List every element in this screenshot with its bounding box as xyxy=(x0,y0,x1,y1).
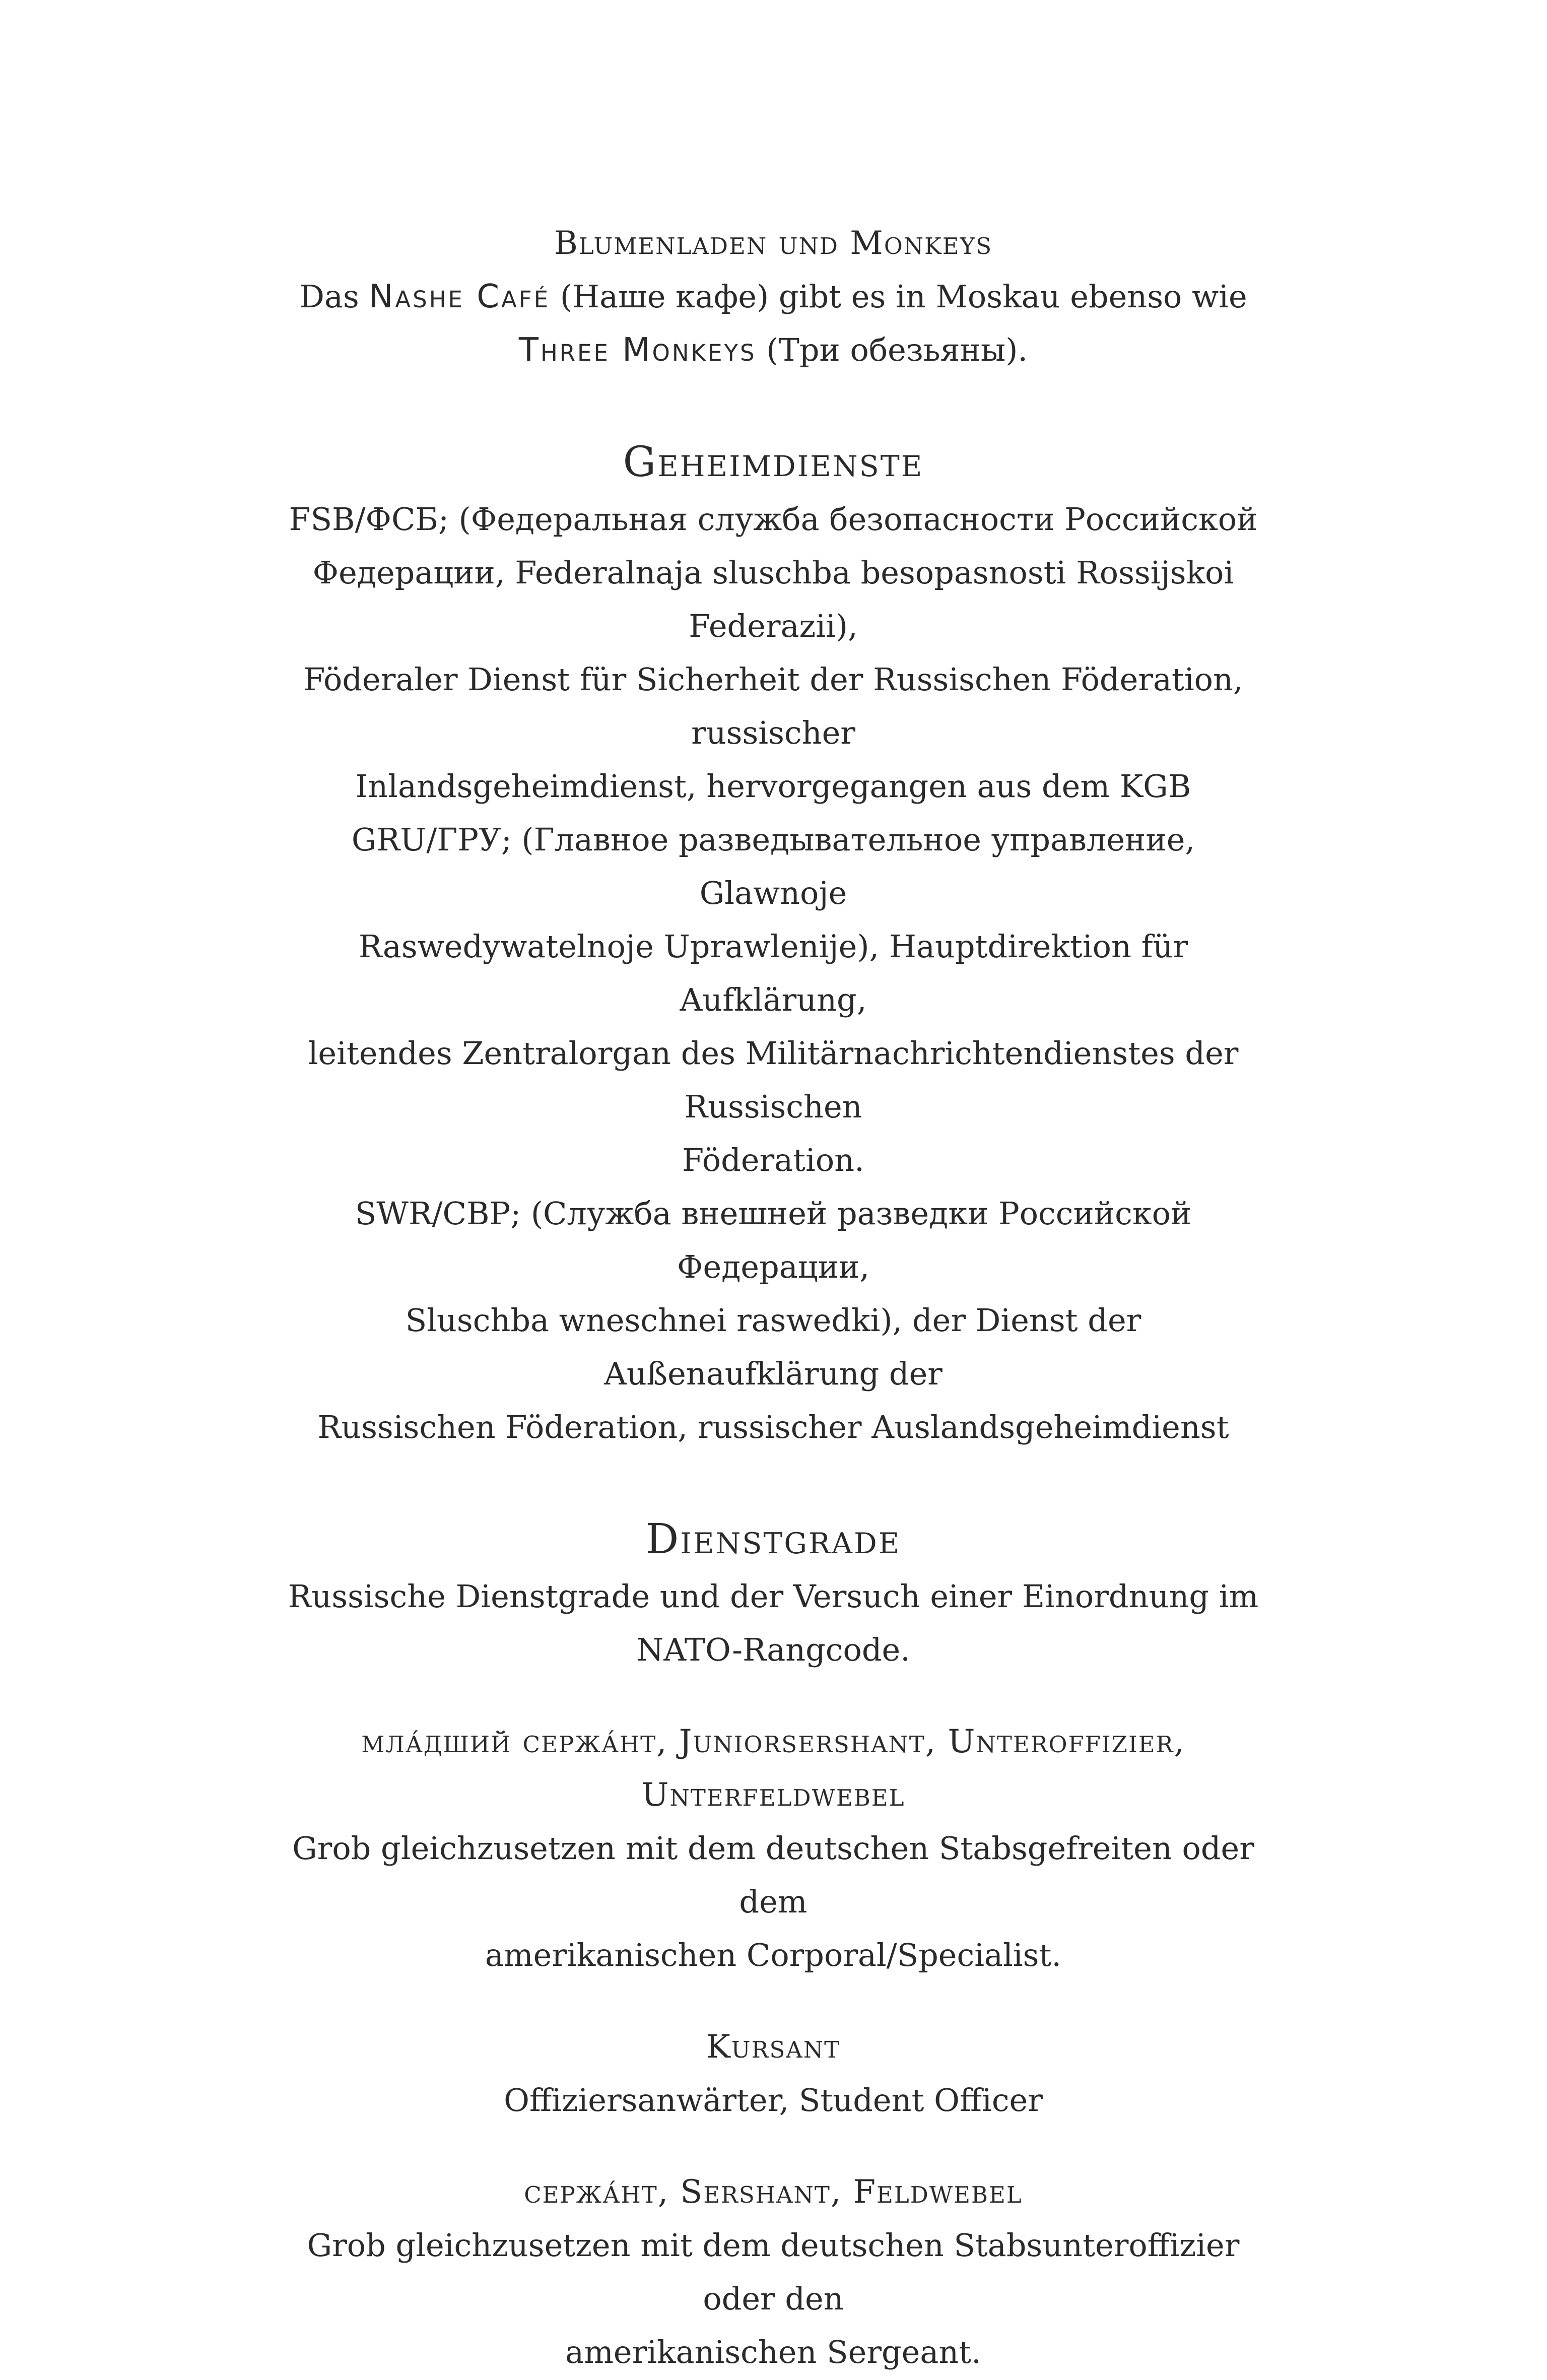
dienstgrade-intro-line: NATO-Rangcode. xyxy=(636,1631,910,1668)
geheimdienste-line: Föderaler Dienst für Sicherheit der Russischen Föderation, russischer xyxy=(303,661,1243,751)
geheimdienste-line: GRU/ГРУ; (Главное разведывательное управление, Glawnoje xyxy=(351,821,1195,911)
rank-description: Grob gleichzusetzen mit dem deutschen Stabsunteroffizier oder den xyxy=(307,2227,1240,2317)
document-page xyxy=(282,217,1264,2379)
nashe-cafe-pre: Das xyxy=(299,278,369,315)
geheimdienste-line: Inlandsgeheimdienst, hervorgegangen aus dem KGB xyxy=(355,768,1191,805)
rank-title: Kursant xyxy=(706,2028,841,2066)
rank-description: amerikanischen Corporal/Specialist. xyxy=(485,1937,1062,1973)
geheimdienste-line: Sluschba wneschnei raswedki), der Dienst der Außenaufklärung der xyxy=(405,1302,1141,1392)
nashe-cafe-post: (Наше кафе) gibt es in Moskau ebenso wie xyxy=(550,278,1247,315)
dienstgrade-intro-line: Russische Dienstgrade und der Versuch einer Einordnung im xyxy=(288,1578,1259,1615)
three-monkeys-line xyxy=(282,323,1264,377)
rank-description: Grob gleichzusetzen mit dem deutschen Stabsgefreiten oder dem xyxy=(292,1830,1254,1920)
three-monkeys-post: (Три обезьяны). xyxy=(756,332,1028,368)
rank-title: сержа́нт, Sershant, Feldwebel xyxy=(524,2173,1023,2211)
geheimdienste-line: Raswedywatelnoje Uprawlenije), Hauptdirektion für Aufklärung, xyxy=(358,928,1188,1018)
geheimdienste-line: leitendes Zentralorgan des Militärnachrichtendienstes der Russischen xyxy=(308,1035,1239,1125)
geheimdienste-line: Федерации, Federalnaja sluschba besopasnosti Rossijskoi Federazii), xyxy=(312,554,1234,644)
geheimdienste-line: SWR/СВР; (Служба внешней разведки Российской Федерации, xyxy=(355,1195,1192,1285)
nashe-cafe-line xyxy=(282,270,1264,323)
rank-title: Unterfeldwebel xyxy=(641,1776,905,1814)
rank-description: Offiziersanwärter, Student Officer xyxy=(504,2082,1043,2119)
geheimdienste-line: Föderation. xyxy=(682,1142,864,1178)
section-heading-geheimdienste: Geheimdienste xyxy=(623,438,924,486)
geheimdienste-line: Russischen Föderation, russischer Auslandsgeheimdienst xyxy=(317,1409,1229,1445)
three-monkeys-name: Three Monkeys xyxy=(518,332,757,369)
section-heading-dienstgrade: Dienstgrade xyxy=(645,1515,901,1563)
rank-title: мла́дший сержа́нт, Juniorsershant, Unteroffizier, xyxy=(361,1723,1185,1760)
nashe-cafe-name: Nashe Café xyxy=(369,278,551,315)
section-heading-blumenladen: Blumenladen und Monkeys xyxy=(554,225,993,262)
rank-description: amerikanischen Sergeant. xyxy=(565,2334,981,2370)
geheimdienste-line: FSB/ФСБ; (Федеральная служба безопасности Российской xyxy=(289,501,1258,538)
